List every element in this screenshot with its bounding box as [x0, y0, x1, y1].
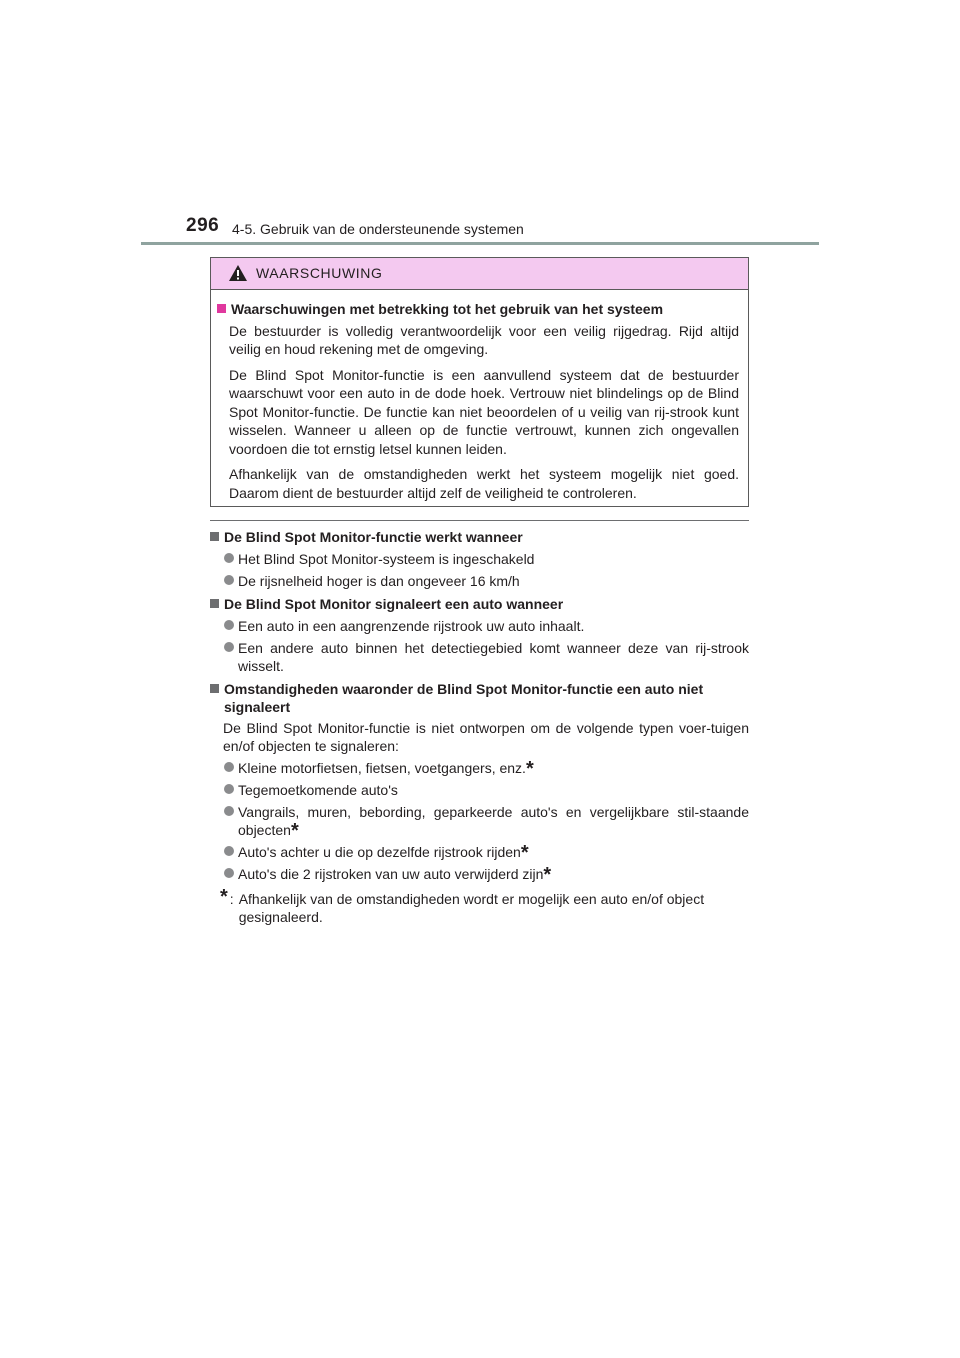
- footnote: [220, 886, 749, 926]
- section-heading-text: De Blind Spot Monitor-functie werkt wanneer: [224, 529, 523, 545]
- list-item: [224, 758, 749, 780]
- warning-heading: [217, 300, 739, 319]
- list-item: [224, 842, 749, 864]
- list-item: [224, 864, 749, 886]
- list-item-content: [238, 758, 749, 780]
- section-divider: [210, 520, 749, 521]
- header-rule: [141, 242, 819, 245]
- section-heading: [210, 595, 749, 613]
- warning-paragraph: Afhankelijk van de omstandigheden werkt het systeem mogelijk niet goed. Daarom dient de bestuurder altijd zelf de veiligheid te controleren.: [229, 466, 739, 501]
- bullet-dot-icon: [224, 620, 234, 630]
- footnote-marker: *: [220, 886, 228, 908]
- bullet-dot-icon: [224, 642, 234, 652]
- footnote-marker: *: [290, 820, 299, 842]
- list-item: [224, 617, 749, 635]
- list-item-content: [238, 842, 749, 864]
- list-item: [224, 550, 749, 568]
- warning-paragraph: De bestuurder is volledig verantwoordelijk voor een veilig rijgedrag. Rijd altijd veilig en houd rekening met de omgeving.: [229, 322, 739, 357]
- list-item-text: Een auto in een aangrenzende rijstrook uw auto inhaalt.: [238, 618, 585, 634]
- warning-heading-text: Waarschuwingen met betrekking tot het gebruik van het systeem: [231, 301, 664, 317]
- bullet-dot-icon: [224, 784, 234, 794]
- list-item-text: De rijsnelheid hoger is dan ongeveer 16 km/h: [238, 573, 520, 589]
- list-item: [224, 781, 749, 799]
- list-item: [224, 639, 749, 675]
- section-heading-text: Omstandigheden waaronder de Blind Spot Monitor-functie een auto niet signaleert: [224, 681, 704, 715]
- bullet-dot-icon: [224, 762, 234, 772]
- gray-square-icon: [210, 599, 219, 608]
- footnote-text: Afhankelijk van de omstandigheden wordt er mogelijk een auto en/of object gesignaleerd.: [238, 891, 705, 925]
- list-item-text: Auto's achter u die op dezelfde rijstrook rijden: [238, 844, 521, 860]
- bullet-dot-icon: [224, 806, 234, 816]
- list-item: [224, 803, 749, 842]
- section-title: 4-5. Gebruik van de ondersteunende systemen: [232, 221, 524, 237]
- warning-triangle-icon: [228, 264, 248, 282]
- bullet-dot-icon: [224, 868, 234, 878]
- list-item-text: Het Blind Spot Monitor-systeem is ingeschakeld: [238, 551, 535, 567]
- bullet-dot-icon: [224, 575, 234, 585]
- section-heading: [210, 680, 749, 716]
- warning-body: [211, 290, 748, 502]
- list-item-text: Tegemoetkomende auto's: [238, 782, 398, 798]
- footnote-colon: :: [229, 891, 234, 907]
- page-number: 296: [186, 215, 220, 236]
- footnote-marker: *: [520, 842, 529, 864]
- list-item-text: Een andere auto binnen het detectiegebied komt wanneer deze van rij-strook wisselt.: [238, 640, 749, 674]
- list-item-content: [238, 803, 749, 842]
- pink-square-icon: [217, 304, 226, 313]
- warning-paragraph: De Blind Spot Monitor-functie is een aanvullend systeem dat de bestuurder waarschuwt voor een auto in de dode hoek. Vertrouw niet blindelings op de Blind Spot Monitor-functie. De functie kan niet beoordelen of u veilig van rij-strook kunt wisselen. Wanneer u alleen op de functie vertrouwt, kunnen zich ongevallen voordoen die tot ernstig letsel kunnen leiden.: [229, 366, 739, 457]
- warning-title: WAARSCHUWING: [256, 265, 383, 281]
- list-item: [224, 572, 749, 590]
- gray-square-icon: [210, 684, 219, 693]
- bullet-dot-icon: [224, 553, 234, 563]
- footnote-marker: *: [525, 758, 534, 780]
- section-heading-text: De Blind Spot Monitor signaleert een auto wanneer: [224, 596, 564, 612]
- list-item-content: [238, 864, 749, 886]
- content: [210, 528, 749, 926]
- gray-square-icon: [210, 532, 219, 541]
- warning-box: [210, 257, 749, 507]
- section-heading: [210, 528, 749, 546]
- list-item-text: Vangrails, muren, bebording, geparkeerde auto's en vergelijkbare stil-staande objecten: [238, 804, 749, 838]
- footnote-marker: *: [543, 864, 552, 886]
- bullet-dot-icon: [224, 846, 234, 856]
- section-intro: De Blind Spot Monitor-functie is niet ontworpen om de volgende typen voer-tuigen en/of objecten te signaleren:: [223, 720, 749, 754]
- list-item-text: Auto's die 2 rijstroken van uw auto verwijderd zijn: [238, 866, 544, 882]
- list-item-text: Kleine motorfietsen, fietsen, voetgangers, enz.: [238, 760, 526, 776]
- warning-header: [211, 258, 748, 290]
